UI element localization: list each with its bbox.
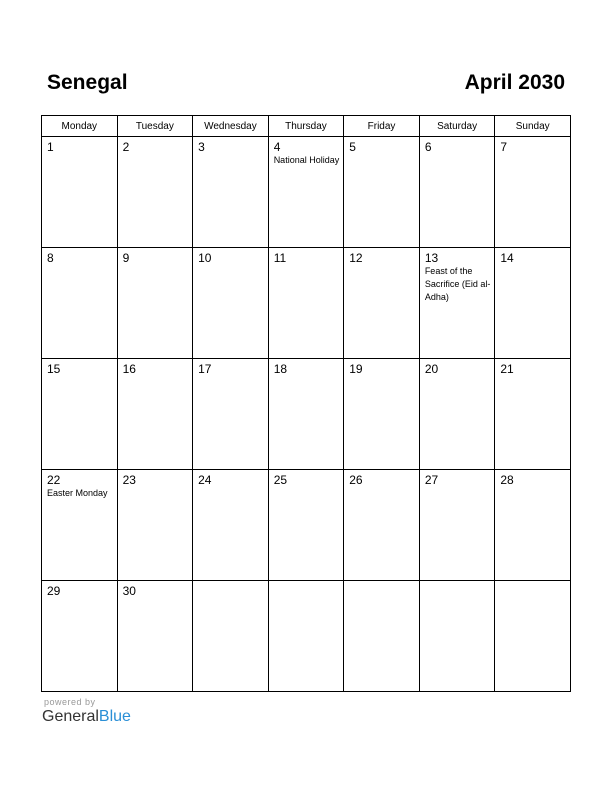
day-cell: [495, 470, 571, 581]
weekday-header: Friday: [344, 116, 420, 137]
week-row: [42, 470, 571, 581]
brand-logo: [42, 708, 131, 726]
weekday-header: Sunday: [495, 116, 571, 137]
day-number: 17: [198, 362, 212, 376]
week-row: [42, 359, 571, 470]
day-number: 24: [198, 473, 212, 487]
day-number: 4: [273, 140, 281, 154]
day-number: 29: [47, 584, 61, 598]
day-cell: [193, 359, 269, 470]
brand-general-text: General: [42, 708, 99, 725]
day-cell: [419, 359, 495, 470]
day-number: 14: [500, 251, 514, 265]
day-cell: [193, 137, 269, 248]
day-cell: [419, 248, 495, 359]
day-number: 12: [349, 251, 363, 265]
day-number: 26: [349, 473, 363, 487]
weekday-header: Tuesday: [117, 116, 193, 137]
day-number: 2: [122, 140, 130, 154]
day-number: 19: [349, 362, 363, 376]
day-cell: [193, 470, 269, 581]
day-number: 8: [47, 251, 54, 265]
day-cell: [495, 359, 571, 470]
day-number: 23: [122, 473, 136, 487]
day-cell: [193, 581, 269, 692]
day-cell: [268, 359, 344, 470]
day-cell: [42, 137, 118, 248]
day-cell: [42, 581, 118, 692]
month-year-title: April 2030: [464, 71, 565, 94]
day-cell: [344, 359, 420, 470]
day-number: 1: [47, 140, 54, 154]
day-number: 6: [424, 140, 432, 154]
calendar-grid: [41, 115, 571, 692]
day-cell: [344, 470, 420, 581]
day-cell: [42, 248, 118, 359]
day-number: 27: [424, 473, 439, 487]
holiday-label: Easter Monday: [47, 488, 108, 498]
day-cell: [117, 470, 193, 581]
day-cell: [344, 248, 420, 359]
day-cell: [419, 137, 495, 248]
weekday-header: Monday: [42, 116, 118, 137]
day-cell: [268, 581, 344, 692]
holiday-label: Feast of the Sacrifice (Eid al-Adha): [424, 266, 491, 302]
day-number: 22: [47, 473, 61, 487]
day-cell: [419, 470, 495, 581]
powered-by-label: powered by: [44, 697, 96, 707]
day-number: 21: [500, 362, 514, 376]
day-number: 30: [122, 584, 136, 598]
day-cell: [268, 137, 344, 248]
weekday-header: Wednesday: [193, 116, 269, 137]
day-number: 10: [198, 251, 212, 265]
weekday-header: Thursday: [268, 116, 344, 137]
weekday-header-row: [42, 116, 571, 137]
weekday-header: Saturday: [419, 116, 495, 137]
day-number: 5: [349, 140, 356, 154]
day-cell: [495, 137, 571, 248]
day-cell: [117, 359, 193, 470]
day-cell: [117, 248, 193, 359]
day-number: 13: [424, 251, 439, 265]
day-cell: [495, 581, 571, 692]
day-number: 7: [500, 140, 508, 154]
week-row: [42, 137, 571, 248]
day-number: 28: [500, 473, 514, 487]
day-number: 15: [47, 362, 61, 376]
day-number: 16: [122, 362, 136, 376]
day-cell: [117, 137, 193, 248]
day-number: 20: [424, 362, 439, 376]
holiday-label: National Holiday: [273, 155, 340, 165]
day-cell: [268, 248, 344, 359]
week-row: [42, 248, 571, 359]
day-cell: [344, 581, 420, 692]
day-cell: [42, 470, 118, 581]
day-cell: [117, 581, 193, 692]
day-cell: [495, 248, 571, 359]
day-cell: [268, 470, 344, 581]
country-title: Senegal: [47, 71, 128, 94]
day-number: 3: [198, 140, 205, 154]
day-cell: [344, 137, 420, 248]
week-row: [42, 581, 571, 692]
day-cell: [42, 359, 118, 470]
day-number: 25: [273, 473, 288, 487]
brand-blue-text: Blue: [98, 708, 131, 725]
day-number: 18: [273, 362, 288, 376]
day-cell: [419, 581, 495, 692]
day-cell: [193, 248, 269, 359]
day-number: 9: [122, 251, 130, 265]
day-number: 11: [273, 251, 287, 265]
